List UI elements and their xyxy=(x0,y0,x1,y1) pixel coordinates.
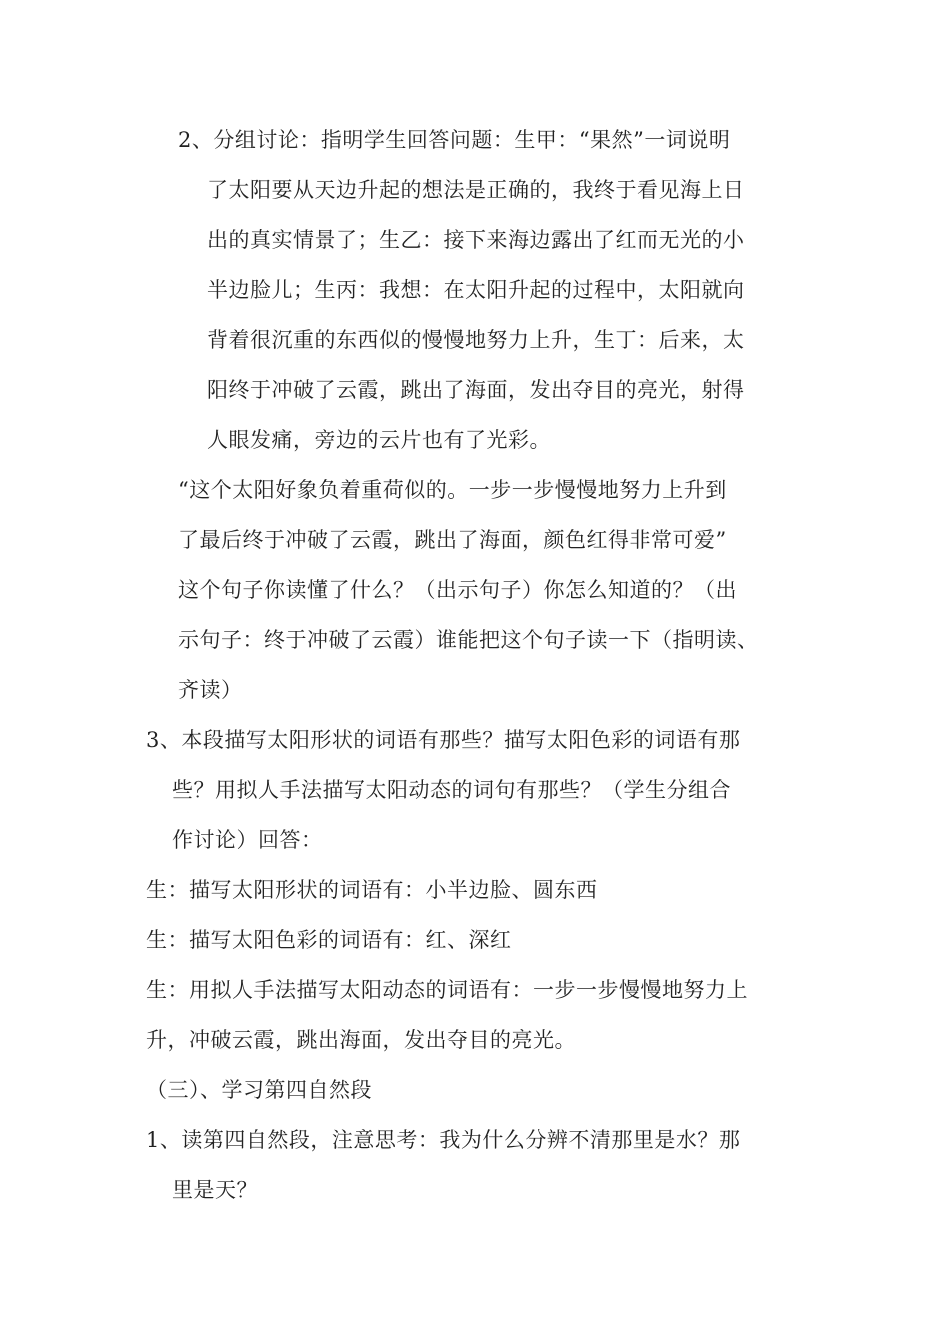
text-line: 阳终于冲破了云霞，跳出了海面，发出夺目的亮光，射得 xyxy=(207,378,745,402)
text-line: 2、分组讨论：指明学生回答问题：生甲：“果然”一词说明 xyxy=(178,128,731,152)
text-line: 生：描写太阳色彩的词语有：红、深红 xyxy=(146,928,512,952)
text-line: “这个太阳好象负着重荷似的。一步一步慢慢地努力上升到 xyxy=(178,478,727,502)
text-line: 里是天？ xyxy=(172,1178,258,1202)
text-line: 半边脸儿；生丙：我想：在太阳升起的过程中，太阳就向 xyxy=(207,278,745,302)
text-line: 升，冲破云霞，跳出海面，发出夺目的亮光。 xyxy=(146,1028,576,1052)
text-line: 这个句子你读懂了什么？（出示句子）你怎么知道的？（出 xyxy=(178,578,737,602)
text-line: 1、读第四自然段，注意思考：我为什么分辨不清那里是水？那 xyxy=(146,1128,741,1152)
text-line: 了太阳要从天边升起的想法是正确的，我终于看见海上日 xyxy=(207,178,745,202)
text-line: 齐读） xyxy=(178,678,243,702)
text-line: 了最后终于冲破了云霞，跳出了海面，颜色红得非常可爱” xyxy=(178,528,727,552)
text-line: 背着很沉重的东西似的慢慢地努力上升，生丁：后来，太 xyxy=(207,328,745,352)
text-line: 作讨论）回答： xyxy=(172,828,323,852)
text-line: 生：用拟人手法描写太阳动态的词语有：一步一步慢慢地努力上 xyxy=(146,978,748,1002)
text-line: 生：描写太阳形状的词语有：小半边脸、圆东西 xyxy=(146,878,598,902)
text-line: 些？用拟人手法描写太阳动态的词句有那些？（学生分组合 xyxy=(172,778,731,802)
text-line: 3、本段描写太阳形状的词语有那些？描写太阳色彩的词语有那 xyxy=(146,728,741,752)
section-heading: （三）、学习第四自然段 xyxy=(146,1078,372,1102)
text-line: 人眼发痛，旁边的云片也有了光彩。 xyxy=(207,428,551,452)
text-line: 出的真实情景了；生乙：接下来海边露出了红而无光的小 xyxy=(207,228,745,252)
text-line: 示句子：终于冲破了云霞）谁能把这个句子读一下（指明读、 xyxy=(178,628,759,652)
